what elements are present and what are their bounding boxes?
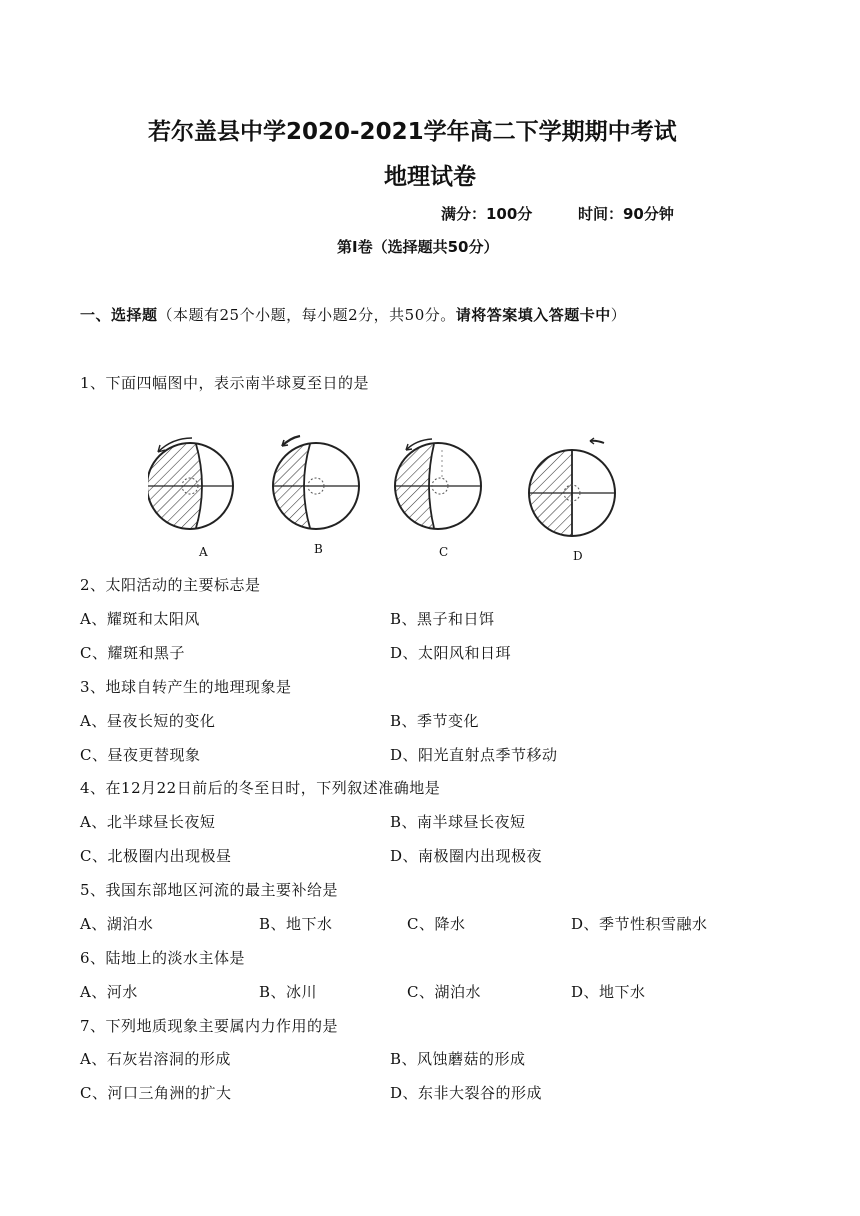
- q7-option-d: D、东非大裂谷的形成: [390, 1084, 543, 1102]
- q2-option-a: A、耀斑和太阳风: [80, 610, 200, 628]
- q4-option-a: A、北半球昼长夜短: [80, 813, 216, 831]
- instruction-line: [80, 304, 626, 325]
- question-3-stem: 3、地球自转产生的地理现象是: [80, 678, 292, 696]
- q3-option-d: D、阳光直射点季节移动: [390, 746, 558, 764]
- figure-label-a: A: [199, 545, 208, 559]
- q2-option-b: B、黑子和日饵: [390, 610, 495, 628]
- instruction-body: （本题有25个小题，每小题2分，共50分。: [157, 306, 456, 324]
- question-1-stem: 1、下面四幅图中，表示南半球夏至日的是: [80, 374, 370, 392]
- q4-option-d: D、南极圈内出现极夜: [390, 847, 543, 865]
- globe-a: [148, 437, 233, 535]
- q6-option-b: B、冰川: [259, 983, 318, 1001]
- figure-label-c: C: [439, 545, 449, 559]
- q7-option-c: C、河口三角洲的扩大: [80, 1084, 232, 1102]
- q1-figure-group: [148, 432, 638, 564]
- instruction-suffix: ）: [610, 306, 627, 324]
- q6-option-c: C、湖泊水: [407, 983, 481, 1001]
- globe-d: [528, 438, 615, 538]
- figure-label-d: D: [573, 549, 583, 563]
- q2-option-c: C、耀斑和黑子: [80, 644, 185, 662]
- q2-option-d: D、太阳风和日珥: [390, 644, 512, 662]
- globe-c: [388, 437, 481, 535]
- q7-option-a: A、石灰岩溶洞的形成: [80, 1050, 231, 1068]
- exam-time: 时间：90分钟: [578, 205, 674, 223]
- exam-title: 若尔盖县中学2020-2021学年高二下学期期中考试: [148, 119, 677, 145]
- q7-option-b: B、风蚀蘑菇的形成: [390, 1050, 526, 1068]
- globe-b: [268, 436, 359, 535]
- question-5-stem: 5、我国东部地区河流的最主要补给是: [80, 881, 339, 899]
- q6-option-d: D、地下水: [571, 983, 646, 1001]
- instruction-emphasis: 请将答案填入答题卡中: [455, 306, 611, 324]
- q6-option-a: A、河水: [80, 983, 138, 1001]
- question-6-stem: 6、陆地上的淡水主体是: [80, 949, 246, 967]
- question-7-stem: 7、下列地质现象主要属内力作用的是: [80, 1017, 339, 1035]
- q4-option-c: C、北极圈内出现极昼: [80, 847, 232, 865]
- q5-option-b: B、地下水: [259, 915, 333, 933]
- question-2-stem: 2、太阳活动的主要标志是: [80, 576, 261, 594]
- q5-option-a: A、湖泊水: [80, 915, 154, 933]
- q5-option-c: C、降水: [407, 915, 466, 933]
- question-4-stem: 4、在12月22日前后的冬至日时，下列叙述准确地是: [80, 779, 441, 797]
- section-heading: 第Ⅰ卷（选择题共50分）: [337, 238, 499, 256]
- q3-option-b: B、季节变化: [390, 712, 480, 730]
- q3-option-c: C、昼夜更替现象: [80, 746, 201, 764]
- figure-label-b: B: [314, 542, 323, 556]
- instruction-prefix: 一、选择题: [80, 306, 158, 324]
- q3-option-a: A、昼夜长短的变化: [80, 712, 216, 730]
- exam-subtitle: 地理试卷: [384, 164, 476, 190]
- q4-option-b: B、南半球昼长夜短: [390, 813, 526, 831]
- full-score: 满分：100分: [441, 205, 533, 223]
- q5-option-d: D、季节性积雪融水: [571, 915, 708, 933]
- q1-globe-diagrams: [148, 432, 638, 564]
